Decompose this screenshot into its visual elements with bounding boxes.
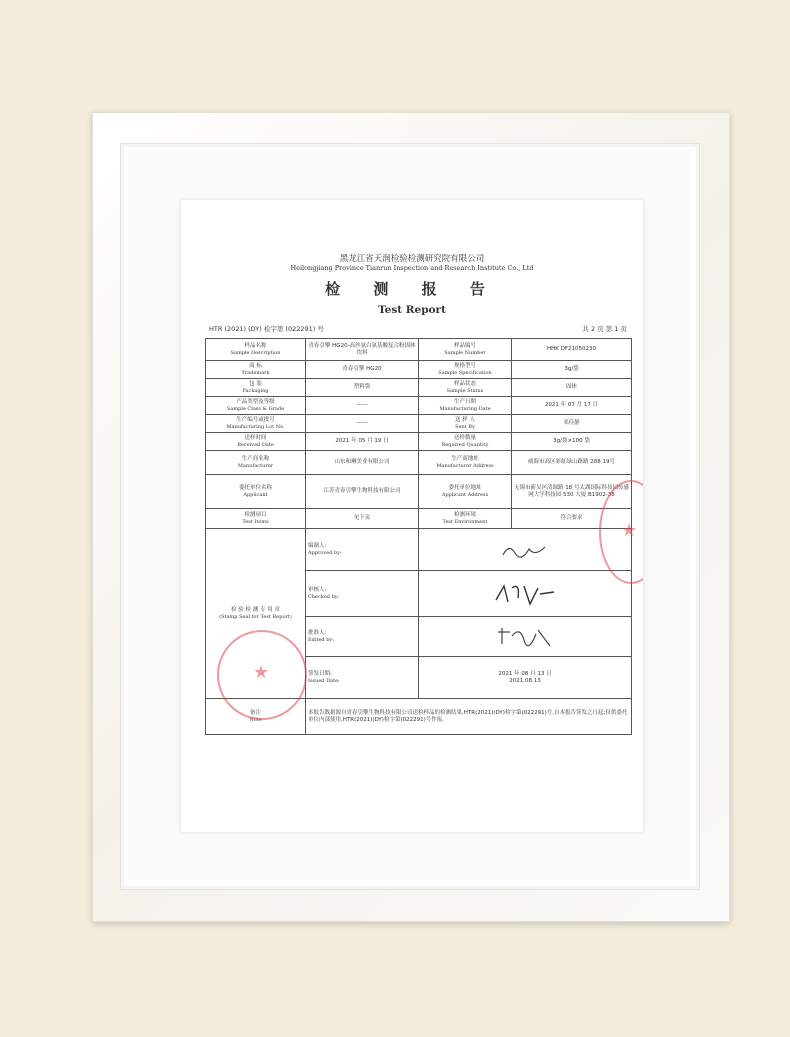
field-value: 无锡市新吴区清源路 18 号太湖国际科技园传感网大学科技园 530 大厦 B1902-38 (512, 475, 632, 509)
field-value: —— (306, 397, 419, 415)
red-seal-stamp: ★ (217, 630, 307, 720)
signature-edited (419, 617, 632, 657)
table-row (206, 415, 632, 433)
field-label: 检测环境 Test Environment (419, 509, 512, 529)
field-label: 商 标 Trademark (206, 361, 306, 379)
table-row (206, 361, 632, 379)
table-row (206, 475, 632, 509)
field-value: 塑料袋 (306, 379, 419, 397)
field-label: 生产编号或批号 Manufacturing Lot No. (206, 415, 306, 433)
seal-label-cn: 检 验 检 测 专 用 章 (231, 606, 280, 613)
field-value: 3g/袋 (512, 361, 632, 379)
field-label: 样品编号 Sample Number (419, 339, 512, 361)
field-label: 包 装 Packaging (206, 379, 306, 397)
field-label: 样品状态 Sample Status (419, 379, 512, 397)
signature-approved-mark (495, 539, 555, 561)
field-label: 规格型号 Sample Specification (419, 361, 512, 379)
field-value: —— (306, 415, 419, 433)
field-label: 委托单位地址 Applicant Address (419, 475, 512, 509)
note-label: 备注 Note (206, 699, 306, 735)
field-value: 山东和琳美业有限公司 (306, 451, 419, 475)
signature-checked (419, 571, 632, 617)
signature-checked-mark (490, 580, 560, 608)
table-row (206, 509, 632, 529)
field-label: 样品名称 Sample Description (206, 339, 306, 361)
sign-label: 批准人: Edited by: (306, 617, 419, 657)
note-text: 本报告数据源自青春引擎生物科技有限公司送检样品的检测结果,HTR(2021)(DY)检字第(022291)号,自本报告签发之日起;仅供委托单位内部使用,HTR(2021)(DY)检字第(022291)号作废。 (306, 699, 632, 735)
field-label: 生产日期 Manufacturing Date (419, 397, 512, 415)
sign-label: 审核人: Checked by: (306, 571, 419, 617)
field-label: 送 样 人 Sent By (419, 415, 512, 433)
table-row (206, 529, 632, 571)
field-label: 生产商名称 Manufacturer (206, 451, 306, 475)
field-value: 青春引擎 HG20 (306, 361, 419, 379)
report-title-cn: 检 测 报 告 (325, 280, 499, 298)
field-value: 威海市高区彩虹绿山路路 288 19号 (512, 451, 632, 475)
field-value: 见下页 (306, 509, 419, 529)
sign-label: 签发日期: Issued Date: (306, 657, 419, 699)
field-label: 检测项目 Test Items (206, 509, 306, 529)
table-row (206, 433, 632, 451)
table-row (206, 379, 632, 397)
signature-edited-mark (490, 624, 560, 650)
field-value: 青春引擎 HG20-高丝氨白氨基酸复合粉固体饮料 (306, 339, 419, 361)
field-label: 产品类型及等级 Sample Class & Grade (206, 397, 306, 415)
org-name-cn: 黑龙江省天润检验检测研究院有限公司 (339, 254, 485, 264)
field-value: 2021 年 05 月 19 日 (306, 433, 419, 451)
field-value: 固体 (512, 379, 632, 397)
red-seal-stamp-partial: ★ (599, 480, 643, 584)
field-label: 送样时间 Received Date (206, 433, 306, 451)
test-report-document (181, 200, 643, 832)
field-value: 符合要求 (512, 509, 632, 529)
report-title-en: Test Report (378, 304, 446, 316)
report-number: HTR (2021) (DY) 检字第 (022291) 号 (209, 325, 324, 333)
table-row (206, 451, 632, 475)
issued-date: 2021 年 08 月 13 日 2021.08.13 (419, 657, 632, 699)
table-row (206, 339, 632, 361)
page-indicator: 共 2 页 第 1 页 (582, 325, 627, 333)
field-value: 2021 年 07 月 17 日 (512, 397, 632, 415)
field-label: 送样数量 Required Quantity (419, 433, 512, 451)
seal-label-en: (Stamp Seal for Test Report) (219, 613, 292, 620)
field-value: HHK DF21050230 (512, 339, 632, 361)
org-name-en: Heilongjiang Province Tianrun Inspection and Research Institute Co., Ltd (290, 264, 534, 272)
field-label: 生产商地址 Manufacturer Address (419, 451, 512, 475)
field-value: 江苏青春引擎生物科技有限公司 (306, 475, 419, 509)
field-value: 邓佳静 (512, 415, 632, 433)
sign-label: 编制人: Approved by: (306, 529, 419, 571)
table-row (206, 397, 632, 415)
field-value: 3g/袋×100 袋 (512, 433, 632, 451)
field-label: 委托单位名称 Applicant (206, 475, 306, 509)
